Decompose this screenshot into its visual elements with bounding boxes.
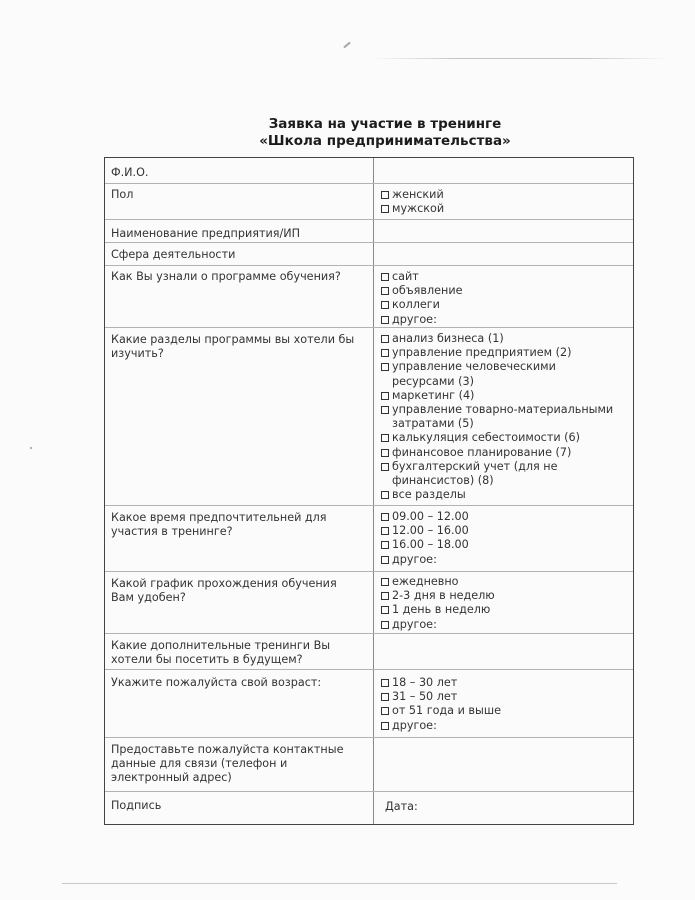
checkbox-option[interactable] <box>381 403 631 431</box>
checkbox-label: 1 день в неделю <box>392 603 491 617</box>
checkbox-option[interactable] <box>381 360 631 388</box>
row-gender[interactable] <box>105 183 633 219</box>
options-source[interactable] <box>381 270 631 327</box>
checkbox-icon[interactable] <box>381 513 389 521</box>
application-form <box>104 157 634 825</box>
scan-artifact-line-bottom <box>62 883 617 884</box>
label-source: Как Вы узнали о программе обучения? <box>111 270 341 283</box>
row-sphere <box>105 242 633 265</box>
checkbox-option[interactable] <box>381 270 631 284</box>
checkbox-label: управление человеческими ресурсами (3) <box>392 360 556 388</box>
checkbox-option[interactable] <box>381 618 631 632</box>
row-contacts <box>105 737 633 791</box>
checkbox-label: управление товарно-материальными затратами (5) <box>392 403 614 431</box>
checkbox-label: женский <box>392 188 444 201</box>
checkbox-label: объявление <box>392 284 463 298</box>
checkbox-label: бухгалтерский учет (для не финансистов) (8) <box>392 459 558 488</box>
scan-artifact-mark <box>343 42 350 49</box>
row-fio <box>105 158 633 183</box>
checkbox-option[interactable] <box>381 313 631 327</box>
checkbox-icon[interactable] <box>381 679 389 687</box>
checkbox-option[interactable] <box>381 690 631 704</box>
checkbox-label: коллеги <box>392 298 440 312</box>
checkbox-label: мужской <box>392 202 445 216</box>
checkbox-icon[interactable] <box>381 349 389 357</box>
checkbox-label: другое: <box>392 718 437 732</box>
checkbox-label: финансовое планирование (7) <box>392 445 572 459</box>
checkbox-option[interactable] <box>381 603 631 617</box>
checkbox-label: калькуляция себестоимости (6) <box>392 431 581 445</box>
options-schedule[interactable] <box>381 575 631 632</box>
row-extra <box>105 633 633 669</box>
form-title-line-2: «Школа предпринимательства» <box>259 133 511 149</box>
checkbox-option[interactable] <box>381 719 631 733</box>
row-company <box>105 219 633 242</box>
checkbox-icon[interactable] <box>381 273 389 281</box>
row-time[interactable] <box>105 505 633 571</box>
checkbox-label: ежедневно <box>392 575 459 588</box>
checkbox-icon[interactable] <box>381 707 389 715</box>
label-extra: Какие дополнительные тренинги Вы хотели бы посетить в будущем? <box>111 639 331 666</box>
checkbox-icon[interactable] <box>381 693 389 701</box>
label-sphere: Сфера деятельности <box>111 248 236 261</box>
checkbox-option[interactable] <box>381 589 631 603</box>
checkbox-icon[interactable] <box>381 392 389 400</box>
checkbox-label: сайт <box>392 270 419 283</box>
checkbox-option[interactable] <box>381 188 631 202</box>
checkbox-icon[interactable] <box>381 191 389 199</box>
scan-artifact-dot <box>30 447 32 449</box>
checkbox-label: другое: <box>392 552 437 566</box>
options-time[interactable] <box>381 510 631 567</box>
checkbox-icon[interactable] <box>381 621 389 629</box>
options-sections[interactable] <box>381 332 631 502</box>
label-company: Наименование предприятия/ИП <box>111 227 301 240</box>
checkbox-option[interactable] <box>381 446 631 460</box>
checkbox-option[interactable] <box>381 389 631 403</box>
checkbox-option[interactable] <box>381 524 631 538</box>
checkbox-option[interactable] <box>381 488 631 502</box>
checkbox-icon[interactable] <box>381 406 389 414</box>
checkbox-icon[interactable] <box>381 449 389 457</box>
checkbox-option[interactable] <box>381 346 631 360</box>
row-sections[interactable] <box>105 327 633 505</box>
checkbox-icon[interactable] <box>381 205 389 213</box>
checkbox-option[interactable] <box>381 431 631 445</box>
checkbox-icon[interactable] <box>381 606 389 614</box>
checkbox-label: другое: <box>392 617 437 631</box>
label-schedule: Какой график прохождения обучения Вам удобен? <box>111 577 337 604</box>
checkbox-option[interactable] <box>381 284 631 298</box>
checkbox-label: другое: <box>392 312 437 326</box>
checkbox-option[interactable] <box>381 202 631 216</box>
checkbox-icon[interactable] <box>381 722 389 730</box>
checkbox-icon[interactable] <box>381 491 389 499</box>
checkbox-option[interactable] <box>381 460 631 488</box>
scan-artifact-line <box>370 58 670 59</box>
checkbox-label: 2-3 дня в неделю <box>392 589 495 603</box>
label-contacts: Предоставьте пожалуйста контактные данные для связи (телефон и электронный адрес) <box>111 743 344 784</box>
form-title <box>240 116 530 150</box>
checkbox-label: управление предприятием (2) <box>392 346 572 360</box>
label-age: Укажите пожалуйста свой возраст: <box>111 676 322 689</box>
label-time: Какое время предпочтительней для участия в тренинге? <box>111 511 327 538</box>
checkbox-label: 12.00 – 16.00 <box>392 524 469 538</box>
checkbox-option[interactable] <box>381 575 631 589</box>
row-age[interactable] <box>105 669 633 737</box>
checkbox-icon[interactable] <box>381 463 389 471</box>
checkbox-option[interactable] <box>381 510 631 524</box>
checkbox-icon[interactable] <box>381 301 389 309</box>
checkbox-label: маркетинг (4) <box>392 388 475 402</box>
checkbox-icon[interactable] <box>381 541 389 549</box>
checkbox-label: 09.00 – 12.00 <box>392 510 469 523</box>
row-source[interactable] <box>105 265 633 327</box>
checkbox-label: анализ бизнеса (1) <box>392 332 504 345</box>
checkbox-label: все разделы <box>392 488 466 502</box>
row-signature <box>105 791 633 824</box>
checkbox-icon[interactable] <box>381 363 389 371</box>
row-schedule[interactable] <box>105 571 633 633</box>
label-fio: Ф.И.О. <box>111 166 149 179</box>
form-title-line-1: Заявка на участие в тренинге <box>268 116 502 132</box>
checkbox-option[interactable] <box>381 553 631 567</box>
checkbox-option[interactable] <box>381 332 631 346</box>
checkbox-option[interactable] <box>381 298 631 312</box>
checkbox-icon[interactable] <box>381 556 389 564</box>
checkbox-option[interactable] <box>381 676 631 690</box>
checkbox-option[interactable] <box>381 704 631 718</box>
label-date: Дата: <box>385 800 418 813</box>
label-signature: Подпись <box>111 799 162 812</box>
checkbox-icon[interactable] <box>381 316 389 324</box>
checkbox-icon[interactable] <box>381 434 389 442</box>
checkbox-icon[interactable] <box>381 287 389 295</box>
checkbox-icon[interactable] <box>381 527 389 535</box>
checkbox-icon[interactable] <box>381 592 389 600</box>
label-gender: Пол <box>111 188 134 201</box>
label-sections: Какие разделы программы вы хотели бы изучить? <box>111 333 355 360</box>
checkbox-label: от 51 года и выше <box>392 704 501 718</box>
checkbox-icon[interactable] <box>381 335 389 343</box>
checkbox-option[interactable] <box>381 538 631 552</box>
checkbox-icon[interactable] <box>381 578 389 586</box>
checkbox-label: 16.00 – 18.00 <box>392 538 469 552</box>
checkbox-label: 31 – 50 лет <box>392 690 458 704</box>
options-gender[interactable] <box>381 188 631 216</box>
options-age[interactable] <box>381 676 631 733</box>
checkbox-label: 18 – 30 лет <box>392 676 458 689</box>
